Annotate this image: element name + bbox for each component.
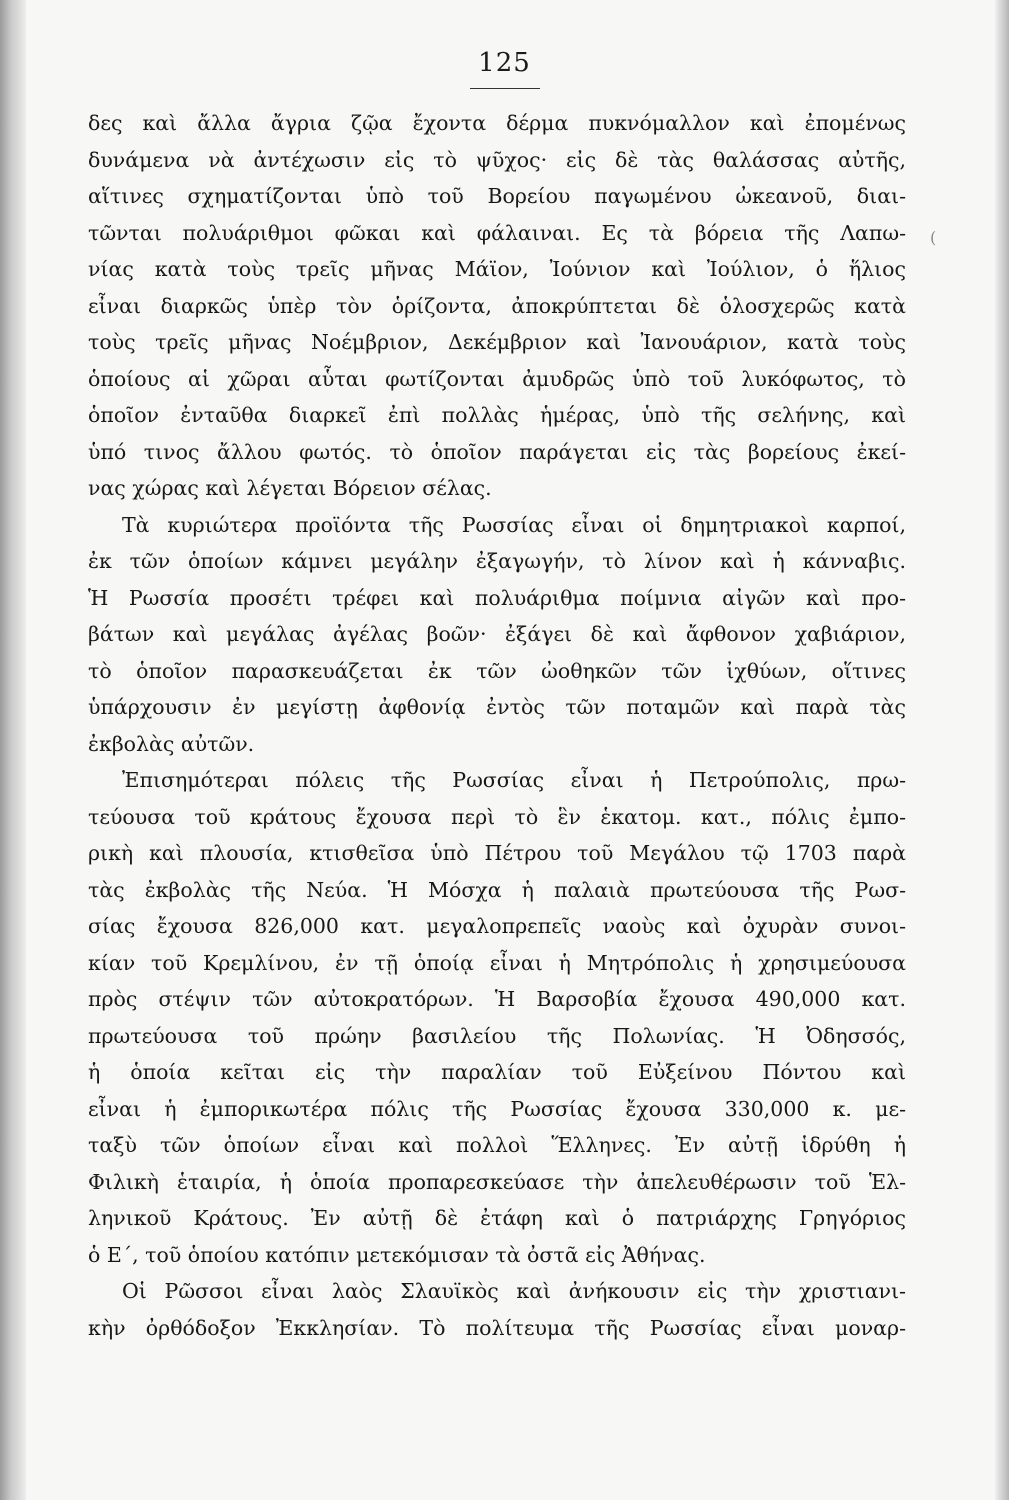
text-line: ὑπό τινος ἄλλου φωτός. τὸ ὁποῖον παράγεται εἰς τὰς βορείους ἐκεί- <box>88 439 906 464</box>
text-line: ληνικοῦ Κράτους. Ἐν αὐτῇ δὲ ἐτάφη καὶ ὁ πατριάρχης Γρηγόριος <box>88 1206 906 1230</box>
text-line: τεύουσα τοῦ κράτους ἔχουσα περὶ τὸ ἓν ἑκατομ. κατ., πόλις ἐμπο- <box>88 804 906 829</box>
text-line: εἶναι ἡ ἐμπορικωτέρα πόλις τῆς Ρωσσίας ἔχουσα 330,000 κ. με- <box>88 1096 906 1121</box>
text-line: ὁ Ε΄, τοῦ ὁποίου κατόπιν μετεκόμισαν τὰ ὀστᾶ εἰς Ἀθήνας. <box>88 1242 706 1267</box>
text-line: Ἡ Ρωσσία προσέτι τρέφει καὶ πολυάριθμα ποίμνια αἰγῶν καὶ προ- <box>88 585 906 610</box>
paragraph-start-line: Ἐπισημότεραι πόλεις τῆς Ρωσσίας εἶναι ἡ Πετρούπολις, πρω- <box>122 768 906 792</box>
text-line: ὑπάρχουσιν ἐν μεγίστῃ ἀφθονίᾳ ἐντὸς τῶν ποταμῶν καὶ παρὰ τὰς <box>88 695 906 719</box>
text-line: τῶνται πολυάριθμοι φῶκαι καὶ φάλαιναι. Ες τὰ βόρεια τῆς Λαπω- <box>88 220 906 245</box>
text-line: εἶναι διαρκῶς ὑπὲρ τὸν ὁρίζοντα, ἀποκρύπτεται δὲ ὁλοσχερῶς κατὰ <box>88 293 906 318</box>
paragraph-start-line: Οἱ Ρῶσσοι εἶναι λαὸς Σλαυϊκὸς καὶ ἀνήκουσιν εἰς τὴν χριστιανι- <box>122 1279 906 1303</box>
text-line: ἐκ τῶν ὁποίων κάμνει μεγάλην ἐξαγωγήν, τὸ λίνον καὶ ἡ κάνναβις. <box>88 549 906 573</box>
binding-shadow <box>0 0 26 1500</box>
paragraph-start-line: Τὰ κυριώτερα προϊόντα τῆς Ρωσσίας εἶναι οἱ δημητριακοὶ καρποί, <box>122 512 906 537</box>
text-line: σίας ἔχουσα 826,000 κατ. μεγαλοπρεπεῖς ναοὺς καὶ ὀχυρὰν συνοι- <box>88 914 906 938</box>
text-line: ὁποίους αἱ χῶραι αὗται φωτίζονται ἀμυδρῶς ὑπὸ τοῦ λυκόφωτος, τὸ <box>88 366 906 391</box>
body-text <box>88 105 906 1346</box>
text-line: ἐκβολὰς αὐτῶν. <box>88 731 255 756</box>
text-line: Φιλικὴ ἑταιρία, ἡ ὁποία προπαρεσκεύασε τὴν ἀπελευθέρωσιν τοῦ Ἑλ- <box>88 1169 906 1194</box>
text-line: κίαν τοῦ Κρεμλίνου, ἐν τῇ ὁποίᾳ εἶναι ἡ Μητρόπολις ἡ χρησιμεύουσα <box>88 950 906 975</box>
text-line: ὁποῖον ἐνταῦθα διαρκεῖ ἐπὶ πολλὰς ἡμέρας, ὑπὸ τῆς σελήνης, καὶ <box>88 403 906 427</box>
page-number: 125 <box>478 48 531 78</box>
text-line: τὰς ἐκβολὰς τῆς Νεύα. Ἡ Μόσχα ἡ παλαιὰ πρωτεύουσα τῆς Ρωσ- <box>88 877 906 902</box>
text-line: τοὺς τρεῖς μῆνας Νοέμβριον, Δεκέμβριον καὶ Ἰανουάριον, κατὰ τοὺς <box>88 330 906 354</box>
text-line: αἵτινες σχηματίζονται ὑπὸ τοῦ Βορείου παγωμένου ὠκεανοῦ, διαι- <box>88 184 906 208</box>
text-line: δυνάμενα νὰ ἀντέχωσιν εἰς τὸ ψῦχος· εἰς δὲ τὰς θαλάσσας αὐτῆς, <box>88 147 906 172</box>
text-line: πρὸς στέψιν τῶν αὐτοκρατόρων. Ἡ Βαρσοβία ἔχουσα 490,000 κατ. <box>88 987 906 1011</box>
text-line: βάτων καὶ μεγάλας ἀγέλας βοῶν· ἐξάγει δὲ καὶ ἄφθονον χαβιάριον, <box>88 622 906 646</box>
page-edge <box>995 0 1009 1500</box>
page-number-rule <box>470 88 540 89</box>
text-line: κὴν ὀρθόδοξον Ἐκκλησίαν. Τὸ πολίτευμα τῆς Ρωσσίας εἶναι μοναρ- <box>88 1315 906 1340</box>
margin-pencil-mark: ( <box>930 228 937 247</box>
text-line: δες καὶ ἄλλα ἄγρια ζῷα ἔχοντα δέρμα πυκνόμαλλον καὶ ἐπομένως <box>88 111 906 135</box>
text-line: νίας κατὰ τοὺς τρεῖς μῆνας Μάϊον, Ἰούνιον καὶ Ἰούλιον, ὁ ἥλιος <box>88 257 906 281</box>
text-line: πρωτεύουσα τοῦ πρώην βασιλείου τῆς Πολωνίας. Ἡ Ὀδησσός, <box>88 1023 906 1048</box>
text-line: ρικὴ καὶ πλουσία, κτισθεῖσα ὑπὸ Πέτρου τοῦ Μεγάλου τῷ 1703 παρὰ <box>88 841 906 865</box>
text-line: νας χώρας καὶ λέγεται Βόρειον σέλας. <box>88 476 492 500</box>
text-line: ταξὺ τῶν ὁποίων εἶναι καὶ πολλοὶ Ἕλληνες. Ἐν αὐτῇ ἱδρύθη ἡ <box>88 1133 906 1157</box>
text-line: τὸ ὁποῖον παρασκευάζεται ἐκ τῶν ὠοθηκῶν τῶν ἰχθύων, οἵτινες <box>88 658 906 683</box>
text-line: ἡ ὁποία κεῖται εἰς τὴν παραλίαν τοῦ Εὐξείνου Πόντου καὶ <box>88 1060 906 1084</box>
